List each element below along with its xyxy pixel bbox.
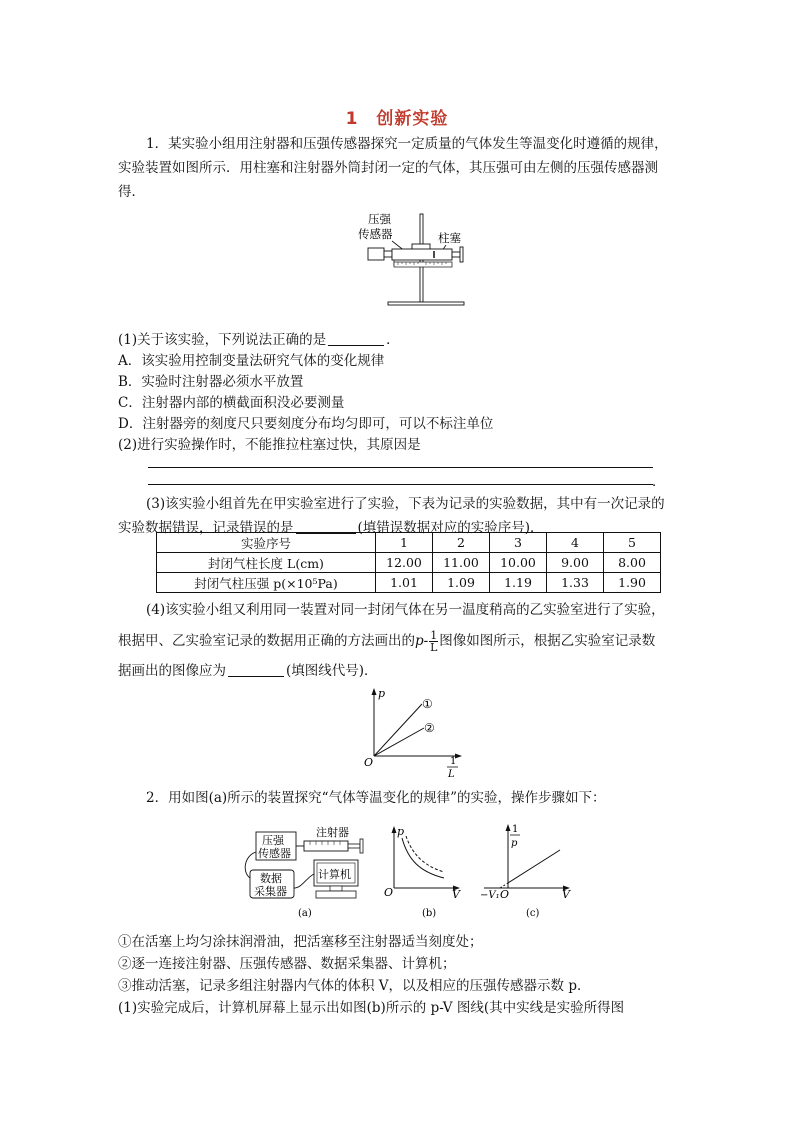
table-cell: 1.09 xyxy=(433,573,490,593)
fig-c-line xyxy=(508,850,560,883)
figure-a-caption: (a) xyxy=(298,908,312,919)
page-title: 1 创新实验 xyxy=(345,109,449,129)
table-row xyxy=(157,553,661,573)
fig-b-dashed-curve xyxy=(406,836,444,872)
q1-part4-line2 xyxy=(118,630,655,653)
fig-b-solid-curve xyxy=(402,838,444,878)
fig-c-origin: O xyxy=(500,888,510,901)
fig-c-y-num: 1 xyxy=(512,824,519,835)
computer-label: 计算机 xyxy=(318,868,351,881)
table-cell: 10.00 xyxy=(490,553,547,573)
fig-c-y-den: p xyxy=(511,838,518,849)
syringe-apparatus-figure xyxy=(354,210,474,316)
fig-label-plunger: 柱塞 xyxy=(438,231,461,245)
one-over-l-fraction xyxy=(429,630,438,653)
table-cell: 1.01 xyxy=(376,573,433,593)
q1-part3-end: (填错误数据对应的实验序号)． xyxy=(357,520,544,536)
graph-y-label: p xyxy=(378,687,386,700)
collector-label-2: 采集器 xyxy=(254,885,287,898)
table-cell: 封闭气柱压强 p(×10⁵Pa) xyxy=(157,573,376,593)
q1-part4-text-d: (填图线代号)． xyxy=(286,663,378,679)
graph-line-1 xyxy=(374,704,422,756)
graph-label-1: ① xyxy=(422,697,433,711)
q2-part1: (1)实验完成后，计算机屏幕上显示出如图(b)所示的 p-V 图线(其中实线是实验所得图 xyxy=(118,1000,625,1016)
graph-x-num: 1 xyxy=(450,756,457,767)
q1-part1-blank[interactable] xyxy=(328,331,384,346)
q1-option-b: B．实验时注射器必须水平放置 xyxy=(118,374,304,390)
collector-label-1: 数据 xyxy=(260,872,282,885)
q1-part2-end: ． xyxy=(652,474,666,490)
q1-part1-end: ． xyxy=(386,332,400,348)
q1-option-c: C．注射器内部的横截面积没必要测量 xyxy=(118,395,345,411)
table-cell: 9.00 xyxy=(547,553,604,573)
figure-a-apparatus xyxy=(240,822,380,920)
syringe-label: 注射器 xyxy=(316,826,349,839)
graph-origin: O xyxy=(364,756,374,769)
fig-b-y-label: p xyxy=(397,825,405,838)
q1-part4-line3 xyxy=(118,661,378,681)
p-inverse-l-graph xyxy=(360,686,470,780)
fraction-numerator: 1 xyxy=(430,629,438,642)
figure-c-inverse-p-graph xyxy=(478,822,578,920)
q2-step-2: ②逐一连接注射器、压强传感器、数据采集器、计算机； xyxy=(118,956,456,972)
q1-part1-text: (1)关于该实验，下列说法正确的是 xyxy=(118,332,327,348)
figure-b-caption: (b) xyxy=(422,908,437,919)
q1-part3-text: (3)该实验小组首先在甲实验室进行了实验，下表为记录的实验数据，其中有一次记录的实验数据错误，记录错误的是 xyxy=(118,496,665,536)
answer-line-1[interactable] xyxy=(148,467,653,468)
q1-option-d: D．注射器旁的刻度尺只要刻度分布均匀即可，可以不标注单位 xyxy=(118,416,494,432)
fig-label-sensor-1: 压强 xyxy=(368,212,391,226)
fig-label-sensor-2: 传感器 xyxy=(358,227,393,241)
table-cell: 实验序号 xyxy=(157,533,376,553)
fig-c-neg-label: −V₁ xyxy=(480,890,500,901)
table-cell: 1 xyxy=(376,533,433,553)
q1-part4-blank[interactable] xyxy=(228,662,284,677)
q1-option-a: A．该实验用控制变量法研究气体的变化规律 xyxy=(118,353,385,369)
table-cell: 11.00 xyxy=(433,553,490,573)
graph-x-den: L xyxy=(448,769,455,780)
q1-part2: (2)进行实验操作时，不能推拉柱塞过快，其原因是 xyxy=(118,437,421,453)
q1-part1 xyxy=(118,330,400,350)
sensor-label-1: 压强 xyxy=(262,834,284,847)
q2-step-3: ③推动活塞，记录多组注射器内气体的体积 V，以及相应的压强传感器示数 p． xyxy=(118,978,591,994)
figure-c-caption: (c) xyxy=(526,908,540,919)
table-cell: 5 xyxy=(604,533,661,553)
syringe xyxy=(304,841,348,851)
q2-step-1: ①在活塞上均匀涂抹润滑油，把活塞移至注射器适当刻度处； xyxy=(118,934,483,950)
q1-part4-line1: (4)该实验小组又利用同一装置对同一封闭气体在另一温度稍高的乙实验室进行了实验， xyxy=(146,602,665,618)
fraction-denominator: L xyxy=(430,641,438,654)
fig-b-origin: O xyxy=(384,886,394,899)
graph-line-2 xyxy=(374,728,424,756)
table-cell: 1.90 xyxy=(604,573,661,593)
table-cell: 8.00 xyxy=(604,553,661,573)
table-cell: 4 xyxy=(547,533,604,553)
data-table xyxy=(156,532,661,593)
table-cell: 12.00 xyxy=(376,553,433,573)
table-cell: 3 xyxy=(490,533,547,553)
fig-c-x-label: V xyxy=(562,888,570,901)
graph-label-2: ② xyxy=(424,721,435,735)
p-symbol: p- xyxy=(415,633,429,649)
table-cell: 1.19 xyxy=(490,573,547,593)
table-row xyxy=(157,573,661,593)
q1-part4-text-c: 据画出的图像应为 xyxy=(118,663,226,679)
answer-line-2[interactable] xyxy=(148,484,653,485)
q1-part4-text-b: 图像如图所示，根据乙实验室记录数 xyxy=(439,633,656,649)
table-cell: 2 xyxy=(433,533,490,553)
q1-part4-text-a: 根据甲、乙实验室记录的数据用正确的方法画出的 xyxy=(118,633,415,649)
table-header-row xyxy=(157,533,661,553)
table-cell: 封闭气柱长度 L(cm) xyxy=(157,553,376,573)
sensor-label-2: 传感器 xyxy=(258,847,291,860)
q2-stem: 2．用如图(a)所示的装置探究“气体等温变化的规律”的实验，操作步骤如下： xyxy=(146,790,606,806)
q1-stem: 1．某实验小组用注射器和压强传感器探究一定质量的气体发生等温变化时遵循的规律，实验装置如图所示．用柱塞和注射器外筒封闭一定的气体，其压强可由左侧的压强传感器测得． xyxy=(118,136,668,200)
figure-b-pv-graph xyxy=(378,822,468,920)
table-cell: 1.33 xyxy=(547,573,604,593)
fig-b-x-label: V xyxy=(452,888,460,901)
